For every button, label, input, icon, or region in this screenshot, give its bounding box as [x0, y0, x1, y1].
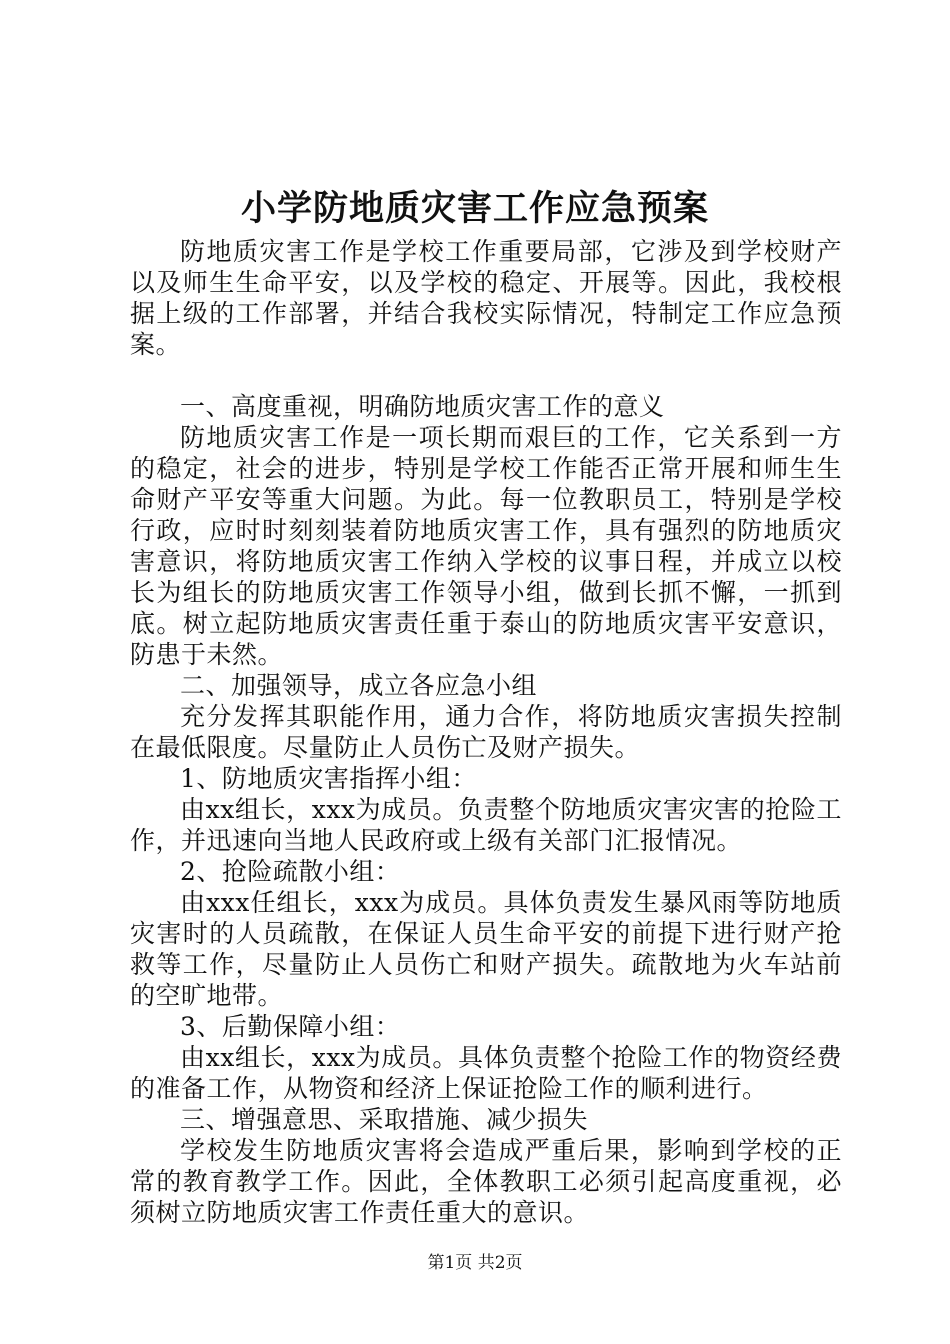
subsection-heading: 1、防地质灾害指挥小组： [180, 764, 477, 793]
paragraph: 由xxx任组长，xxx为成员。具体负责发生暴风雨等防地质灾害时的人员疏散，在保证人员生命平安的前提下进行财产抢救等工作，尽量防止人员伤亡和财产损失。疏散地为火车站前的空旷地带。 [130, 888, 842, 1010]
section-heading-1: 一、高度重视，明确防地质灾害工作的意义 [180, 392, 665, 421]
page-footer: 第1页 共2页 [427, 1253, 523, 1273]
paragraph: 由xx组长，xxx为成员。负责整个防地质灾害灾害的抢险工作，并迅速向当地人民政府或上级有关部门汇报情况。 [130, 795, 842, 855]
document-body [130, 236, 842, 1228]
section-heading-3: 三、增强意思、采取措施、减少损失 [180, 1105, 589, 1134]
subsection-heading: 2、抢险疏散小组： [180, 857, 401, 886]
paragraph: 充分发挥其职能作用，通力合作，将防地质灾害损失控制在最低限度。尽量防止人员伤亡及财产损失。 [130, 702, 842, 762]
subsection-heading: 3、后勤保障小组： [180, 1012, 401, 1041]
paragraph-intro: 防地质灾害工作是学校工作重要局部，它涉及到学校财产以及师生生命平安，以及学校的稳定、开展等。因此，我校根据上级的工作部署，并结合我校实际情况，特制定工作应急预案。 [130, 237, 842, 359]
paragraph: 由xx组长，xxx为成员。具体负责整个抢险工作的物资经费的准备工作，从物资和经济上保证抢险工作的顺利进行。 [130, 1043, 842, 1103]
paragraph: 学校发生防地质灾害将会造成严重后果，影响到学校的正常的教育教学工作。因此，全体教职工必须引起高度重视，必须树立防地质灾害工作责任重大的意识。 [130, 1136, 842, 1227]
document-title: 小学防地质灾害工作应急预案 [240, 188, 709, 229]
section-heading-2: 二、加强领导，成立各应急小组 [180, 671, 538, 700]
paragraph: 防地质灾害工作是一项长期而艰巨的工作，它关系到一方的稳定，社会的进步，特别是学校工作能否正常开展和师生生命财产平安等重大问题。为此。每一位教职员工，特别是学校行政，应时时刻刻装着防地质灾害工作，具有强烈的防地质灾害意识，将防地质灾害工作纳入学校的议事日程，并成立以校长为组长的防地质灾害工作领导小组，做到长抓不懈，一抓到底。树立起防地质灾害责任重于泰山的防地质灾害平安意识，防患于未然。 [130, 423, 842, 669]
